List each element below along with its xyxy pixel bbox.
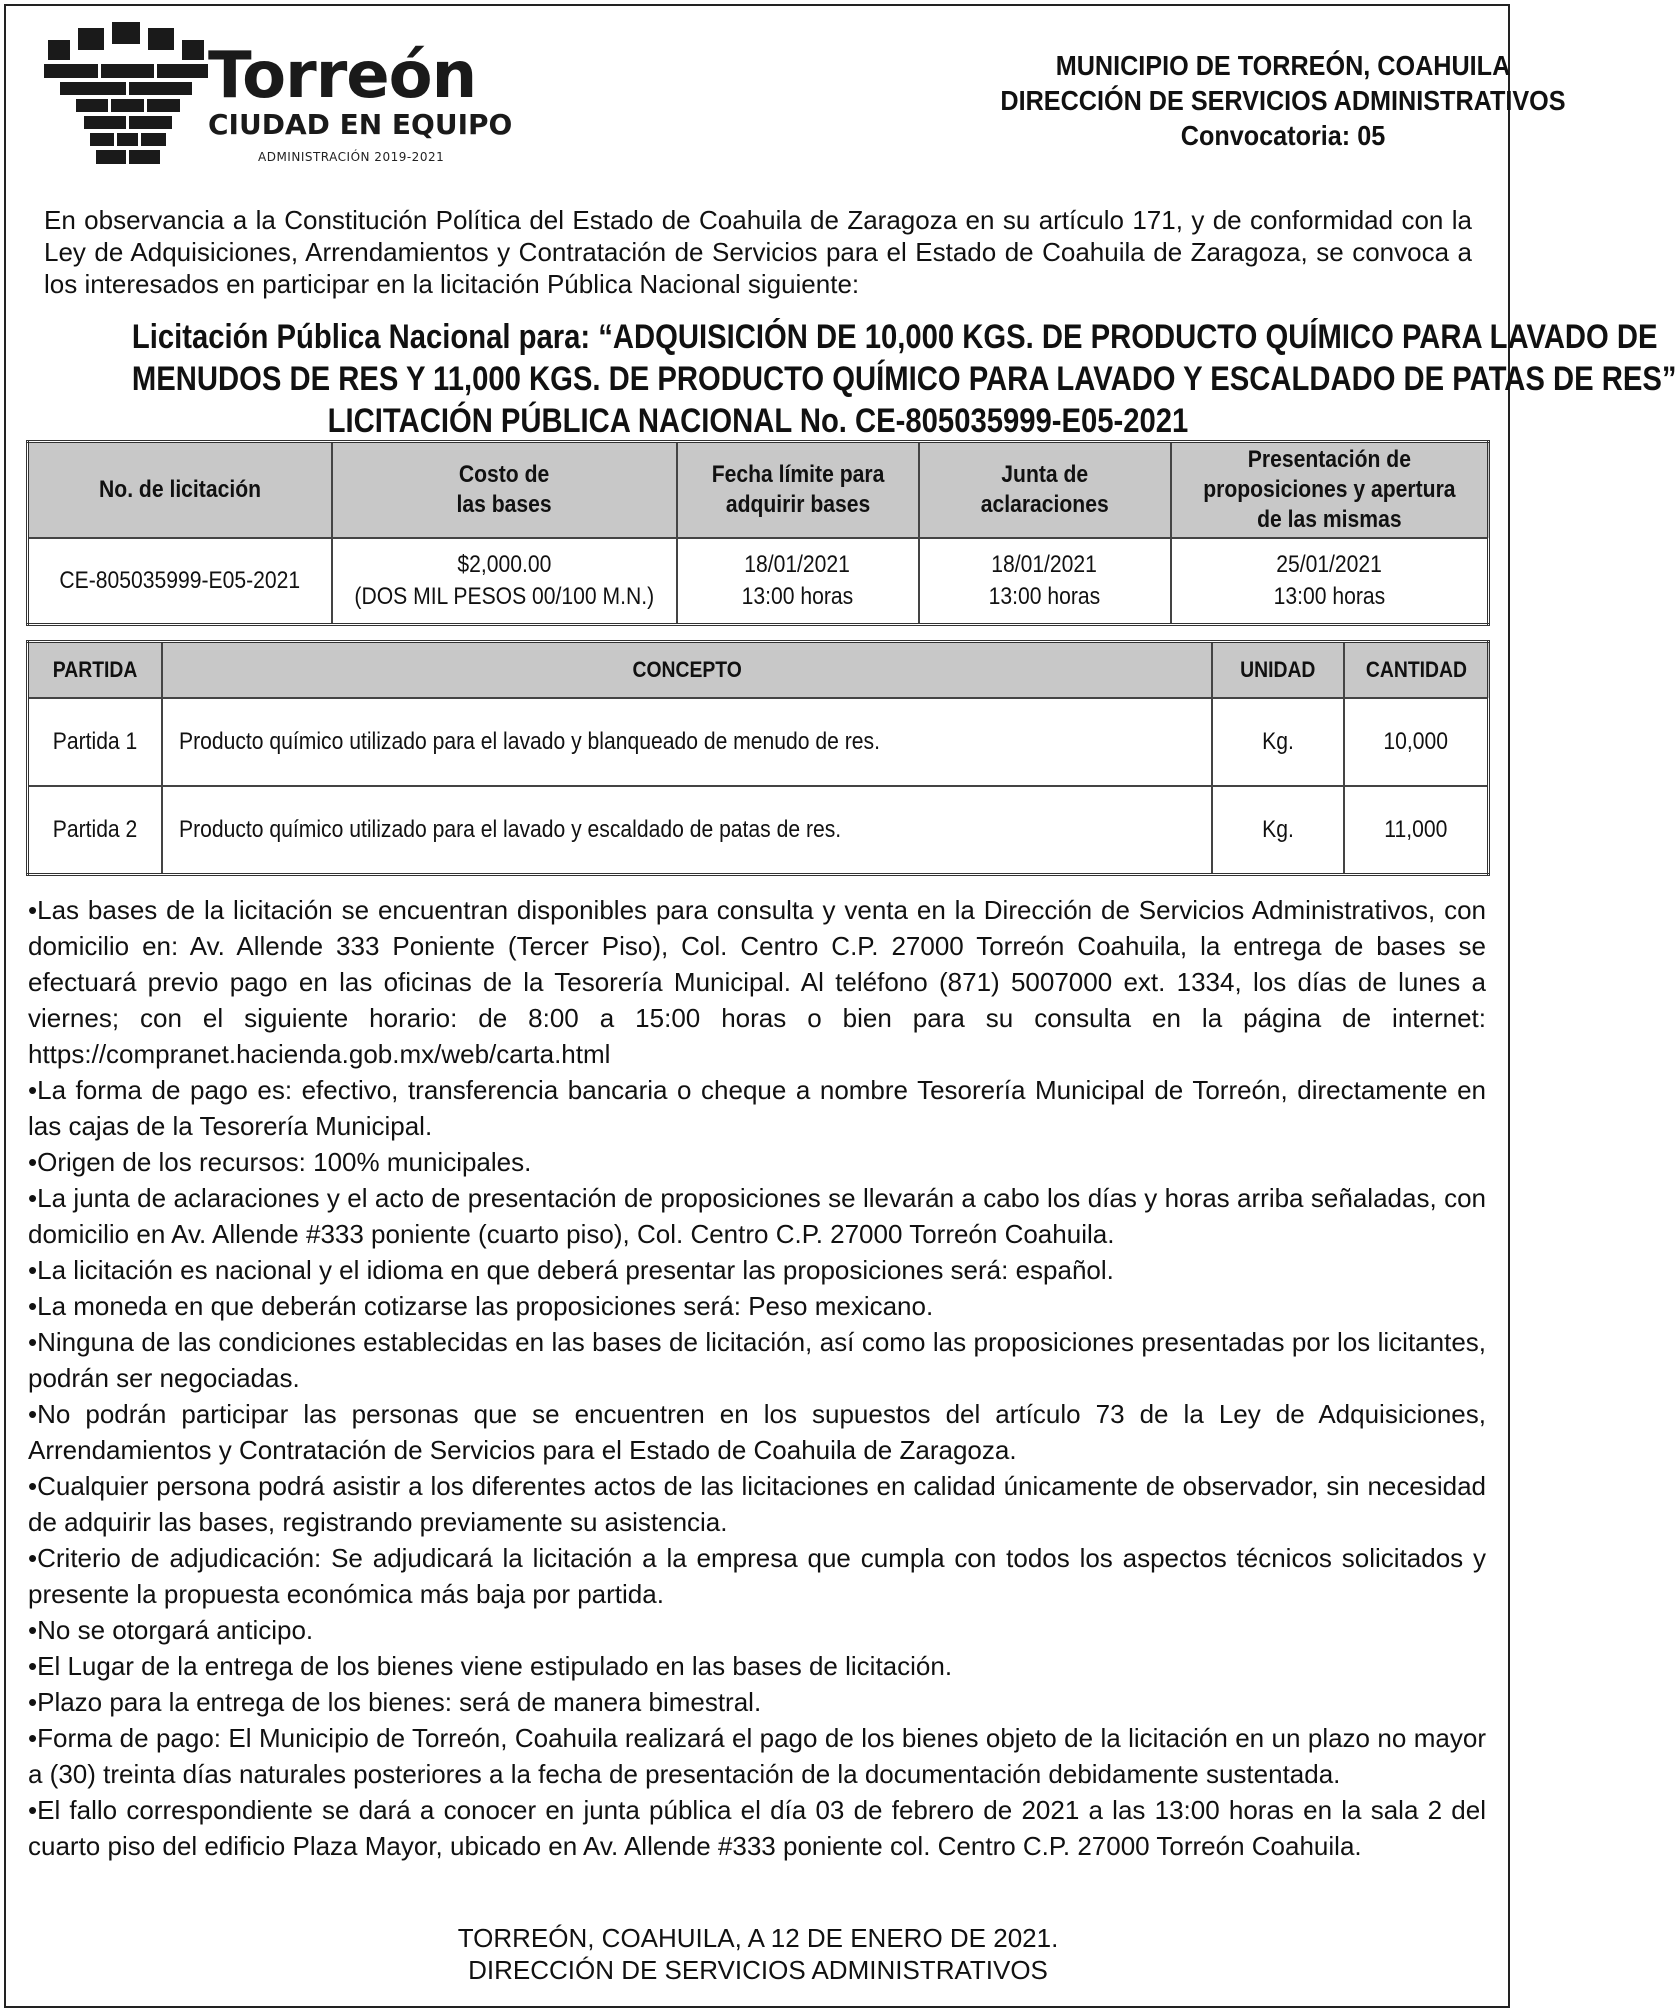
intro-paragraph: En observancia a la Constitución Política del Estado de Coahuila de Zaragoza en su artículo 171, y de conformidad con la Ley de Adquisiciones, Arrendamientos y Contratación de Servicios para el Estado de Coahuila de Zaragoza, se convoca a los interesados en participar en la licitación Pública Nacional siguiente: — [44, 205, 1472, 299]
partida-cantidad: 10,000 — [1344, 698, 1489, 786]
partida-label: Partida 1 — [28, 698, 163, 786]
schedule-data-row — [28, 538, 1489, 625]
footer-direccion: DIRECCIÓN DE SERVICIOS ADMINISTRATIVOS — [468, 1955, 1048, 1985]
list-item: •Las bases de la licitación se encuentran disponibles para consulta y venta en la Dirección de Servicios Administrativos, con domicilio en: Av. Allende 333 Poniente (Tercer Piso), Col. Centro C.P. 27000 Torreón Coahuila, la entrega de bases se efectuará previo pago en las oficinas de la Tesorería Municipal. Al teléfono (871) 5007000 ext. 1334, los días de lunes a viernes; con el siguiente horario: de 8:00 a 15:00 horas o bien para su consulta en la página de internet: https://compranet.hacienda.gob.mx/web/carta.html — [28, 895, 1486, 1069]
list-item: •Origen de los recursos: 100% municipales. — [28, 1147, 532, 1177]
list-item: •La licitación es nacional y el idioma en que deberá presentar las proposiciones será: español. — [28, 1255, 1114, 1285]
partidas-header-partida: PARTIDA — [28, 642, 163, 699]
table-row — [28, 786, 1489, 875]
castle-tower-icon — [38, 18, 218, 168]
list-item: •El Lugar de la entrega de los bienes viene estipulado en las bases de licitación. — [28, 1651, 953, 1681]
logo-city-name: Torreón — [208, 39, 477, 113]
list-item: •La moneda en que deberán cotizarse las proposiciones será: Peso mexicano. — [28, 1291, 934, 1321]
list-item: •El fallo correspondiente se dará a conocer en junta pública el día 03 de febrero de 2021 a las 13:00 horas en la sala 2 del cuarto piso del edificio Plaza Mayor, ubicado en Av. Allende #333 poniente col. Centro C.P. 27000 Torreón Coahuila. — [28, 1795, 1486, 1861]
header-convocatoria: Convocatoria: 05 — [1180, 120, 1386, 151]
schedule-header-row — [28, 442, 1489, 539]
logo-administration: ADMINISTRACIÓN 2019-2021 — [258, 150, 445, 164]
header-municipio: MUNICIPIO DE TORREÓN, COAHUILA — [1055, 50, 1511, 81]
header-direccion: DIRECCIÓN DE SERVICIOS ADMINISTRATIVOS — [1000, 85, 1566, 116]
schedule-costo: $2,000.00 (DOS MIL PESOS 00/100 M.N.) — [332, 538, 677, 625]
partidas-header-cantidad: CANTIDAD — [1344, 642, 1489, 699]
logo-wordmark — [208, 39, 513, 164]
list-item: •La junta de aclaraciones y el acto de presentación de proposiciones se llevarán a cabo los días y horas arriba señaladas, con domicilio en Av. Allende #333 poniente (cuarto piso), Col. Centro C.P. 27000 Torreón Coahuila. — [28, 1183, 1486, 1249]
licitacion-title-line1: Licitación Pública Nacional para: “ADQUISICIÓN DE 10,000 KGS. DE PRODUCTO QUÍMICO PARA LAVADO DE — [131, 318, 1658, 356]
list-item: •No podrán participar las personas que se encuentren en los supuestos del artículo 73 de la Ley de Adquisiciones, Arrendamientos y Contratación de Servicios para el Estado de Coahuila de Zaragoza. — [28, 1399, 1486, 1465]
schedule-header-cell: Junta de aclaraciones — [919, 442, 1171, 539]
list-item: •No se otorgará anticipo. — [28, 1615, 314, 1645]
schedule-junta: 18/01/2021 13:00 horas — [919, 538, 1171, 625]
licitacion-title-line2: MENUDOS DE RES Y 11,000 KGS. DE PRODUCTO QUÍMICO PARA LAVADO Y ESCALDADO DE PATAS DE RES” — [131, 360, 1677, 398]
list-item: •Criterio de adjudicación: Se adjudicará la licitación a la empresa que cumpla con todos los aspectos técnicos solicitados y presente la propuesta económica más baja por partida. — [28, 1543, 1486, 1609]
licitacion-number: LICITACIÓN PÚBLICA NACIONAL No. CE-805035999-E05-2021 — [327, 402, 1189, 440]
logo-tagline: CIUDAD EN EQUIPO — [208, 108, 513, 141]
partidas-header-row — [28, 642, 1489, 699]
list-item: •Forma de pago: El Municipio de Torreón, Coahuila realizará el pago de los bienes objeto de la licitación en un plazo no mayor a (30) treinta días naturales posteriores a la fecha de presentación de la documentación debidamente sustentada. — [28, 1723, 1486, 1789]
partida-unidad: Kg. — [1212, 786, 1344, 875]
document-header — [941, 48, 1625, 153]
schedule-table — [26, 440, 1490, 626]
schedule-header-cell: Presentación de proposiciones y apertura de las mismas — [1171, 442, 1489, 539]
partida-concepto: Producto químico utilizado para el lavado y escaldado de patas de res. — [162, 786, 1212, 875]
table-row — [28, 698, 1489, 786]
partida-label: Partida 2 — [28, 786, 163, 875]
list-item: •La forma de pago es: efectivo, transferencia bancaria o cheque a nombre Tesorería Municipal de Torreón, directamente en las cajas de la Tesorería Municipal. — [28, 1075, 1486, 1141]
schedule-header-cell: No. de licitación — [28, 442, 333, 539]
partida-unidad: Kg. — [1212, 698, 1344, 786]
schedule-numero: CE-805035999-E05-2021 — [28, 538, 333, 625]
schedule-header-cell: Fecha límite para adquirir bases — [677, 442, 919, 539]
conditions-list — [28, 892, 1486, 1864]
list-item: •Plazo para la entrega de los bienes: será de manera bimestral. — [28, 1687, 762, 1717]
partida-concepto: Producto químico utilizado para el lavado y blanqueado de menudo de res. — [162, 698, 1212, 786]
schedule-fecha-bases: 18/01/2021 13:00 horas — [677, 538, 919, 625]
partidas-table — [26, 640, 1490, 876]
schedule-header-cell: Costo de las bases — [332, 442, 677, 539]
list-item: •Ninguna de las condiciones establecidas en las bases de licitación, así como las proposiciones presentadas por los licitantes, podrán ser negociadas. — [28, 1327, 1486, 1393]
partida-cantidad: 11,000 — [1344, 786, 1489, 875]
document-footer — [0, 1922, 1516, 1986]
licitacion-title — [131, 316, 1677, 442]
partidas-header-concepto: CONCEPTO — [162, 642, 1212, 699]
list-item: •Cualquier persona podrá asistir a los diferentes actos de las licitaciones en calidad únicamente de observador, sin necesidad de adquirir las bases, registrando previamente su asistencia. — [28, 1471, 1486, 1537]
partidas-header-unidad: UNIDAD — [1212, 642, 1344, 699]
footer-place-date: TORREÓN, COAHUILA, A 12 DE ENERO DE 2021. — [457, 1923, 1059, 1953]
schedule-presentacion: 25/01/2021 13:00 horas — [1171, 538, 1489, 625]
